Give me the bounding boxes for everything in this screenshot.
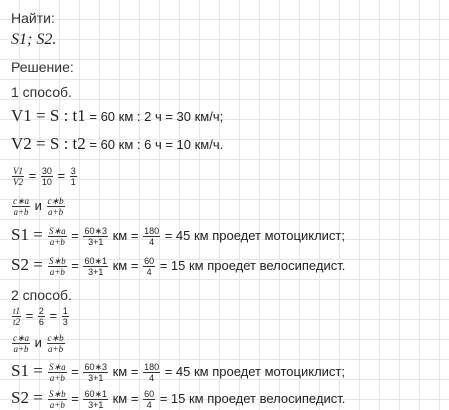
ratio-fraction: [12, 306, 21, 327]
denominator: 3+1: [88, 373, 104, 384]
ratio-fraction: [70, 166, 77, 187]
formula-fraction: [48, 362, 67, 383]
method1-title: 1 способ.: [11, 84, 72, 100]
numerator: 60∗1: [84, 256, 107, 267]
formula-fraction: [48, 256, 67, 277]
numerator: 60∗3: [84, 226, 107, 237]
denominator: a+b: [13, 344, 29, 354]
numerator: V1: [13, 166, 23, 176]
numerator: c∗a: [13, 196, 30, 206]
numerator: 60: [144, 389, 155, 400]
method1-s1-line: S1 = $\frac{S∗a}{a+b}$ = $\frac{60∗3}{3+1}$ км = $\frac{180}{4}$ = 45 км проедет мотоциклист;: [11, 225, 345, 248]
method1-s2-line: S2 = $\frac{S∗b}{a+b}$ = $\frac{60∗1}{3+1}$ км = $\frac{60}{4}$ = 15 км проедет велосипедист.: [11, 255, 346, 278]
numerator: 60∗1: [84, 389, 107, 400]
formula-fraction: [48, 226, 67, 247]
and-word: и: [31, 334, 46, 350]
numerator: t1: [13, 306, 21, 316]
denominator: a+b: [49, 400, 65, 410]
denominator: a+b: [13, 207, 29, 217]
numerator: S∗a: [49, 226, 66, 237]
method1-ratio-line: $\frac{V1}{V2}$ = $\frac{30}{10}$ = $\frac{3}{1}$: [13, 166, 76, 187]
denominator: 4: [149, 237, 155, 248]
unit-text: км =: [109, 258, 143, 273]
v1-formula: V1 = S : t1: [11, 106, 86, 125]
ratio-fraction: [38, 306, 45, 327]
s2-label: S2 =: [11, 388, 48, 407]
method1-parts-line: [11, 196, 66, 217]
denominator: a+b: [48, 344, 64, 354]
v2-formula: V2 = S : t2: [11, 134, 86, 153]
s2-result: = 15 км проедет велосипедист.: [156, 258, 346, 273]
numerator: 1: [62, 306, 68, 316]
result-fraction: [143, 256, 155, 277]
numerator: 60: [144, 256, 155, 267]
denominator: V2: [13, 177, 23, 187]
value-fraction: [83, 256, 108, 277]
denominator: t2: [13, 317, 21, 327]
denominator: 4: [146, 400, 152, 410]
v2-value: = 60 км : 6 ч = 10 км/ч.: [85, 137, 224, 152]
numerator: S∗b: [49, 256, 66, 267]
value-fraction: [83, 226, 108, 247]
ratio-fraction: [41, 166, 53, 187]
and-word: и: [31, 197, 46, 213]
s1-label: S1 =: [11, 361, 48, 380]
method2-s1-line: S1 = $\frac{S∗a}{a+b}$ = $\frac{60∗3}{3+1}$ км = $\frac{180}{4}$ = 45 км проедет мотоциклист;: [11, 361, 345, 384]
denominator: 3+1: [88, 237, 104, 248]
denominator: 6: [38, 317, 44, 327]
denominator: a+b: [49, 373, 65, 384]
method2-title: 2 способ.: [11, 287, 72, 303]
denominator: 1: [70, 177, 76, 187]
denominator: a+b: [49, 237, 65, 248]
method1-v1-line: [11, 106, 223, 126]
denominator: a+b: [48, 207, 64, 217]
unit-text: км =: [109, 364, 143, 379]
method2-parts-line: [11, 333, 66, 354]
numerator: 30: [41, 166, 52, 176]
result-fraction: [143, 362, 160, 383]
method2-s2-line: S2 = $\frac{S∗b}{a+b}$ = $\frac{60∗1}{3+1}$ км = $\frac{60}{4}$ = 15 км проедет велосипедист.: [11, 388, 346, 410]
s1-label: S1 =: [11, 225, 48, 244]
part-fraction: [47, 333, 65, 354]
unit-text: км =: [109, 228, 143, 243]
s1-result: = 45 км проедет мотоциклист;: [161, 228, 345, 243]
s1-result: = 45 км проедет мотоциклист;: [161, 364, 345, 379]
s2-result: = 15 км проедет велосипедист.: [156, 391, 346, 406]
ratio-fraction: [12, 166, 24, 187]
s2-label: S2 =: [11, 255, 48, 274]
denominator: 4: [149, 373, 155, 384]
denominator: 3+1: [88, 267, 104, 278]
numerator: 180: [144, 226, 160, 237]
method2-ratio-line: $\frac{t1}{t2}$ = $\frac{2}{6}$ = $\frac{1}{3}$: [13, 306, 68, 327]
part-fraction: [12, 333, 30, 354]
numerator: 180: [144, 362, 160, 373]
unit-text: км =: [109, 391, 143, 406]
unknowns: S1; S2.: [11, 31, 57, 48]
part-fraction: [47, 196, 65, 217]
denominator: 10: [41, 177, 52, 187]
numerator: 2: [38, 306, 44, 316]
denominator: 4: [146, 267, 152, 278]
ratio-fraction: [62, 306, 69, 327]
numerator: c∗b: [47, 333, 64, 343]
part-fraction: [12, 196, 30, 217]
solution-label: Решение:: [11, 59, 74, 75]
value-fraction: [83, 362, 108, 383]
numerator: S∗a: [49, 362, 66, 373]
method1-v2-line: [11, 134, 223, 154]
numerator: S∗b: [49, 389, 66, 400]
find-label: Найти:: [11, 10, 55, 26]
result-fraction: [143, 226, 160, 247]
numerator: 60∗3: [84, 362, 107, 373]
numerator: c∗b: [47, 196, 64, 206]
denominator: a+b: [49, 267, 65, 278]
numerator: c∗a: [13, 333, 30, 343]
denominator: 3: [62, 317, 68, 327]
v1-value: = 60 км : 2 ч = 30 км/ч;: [85, 109, 224, 124]
numerator: 3: [70, 166, 76, 176]
denominator: 3+1: [88, 400, 104, 410]
